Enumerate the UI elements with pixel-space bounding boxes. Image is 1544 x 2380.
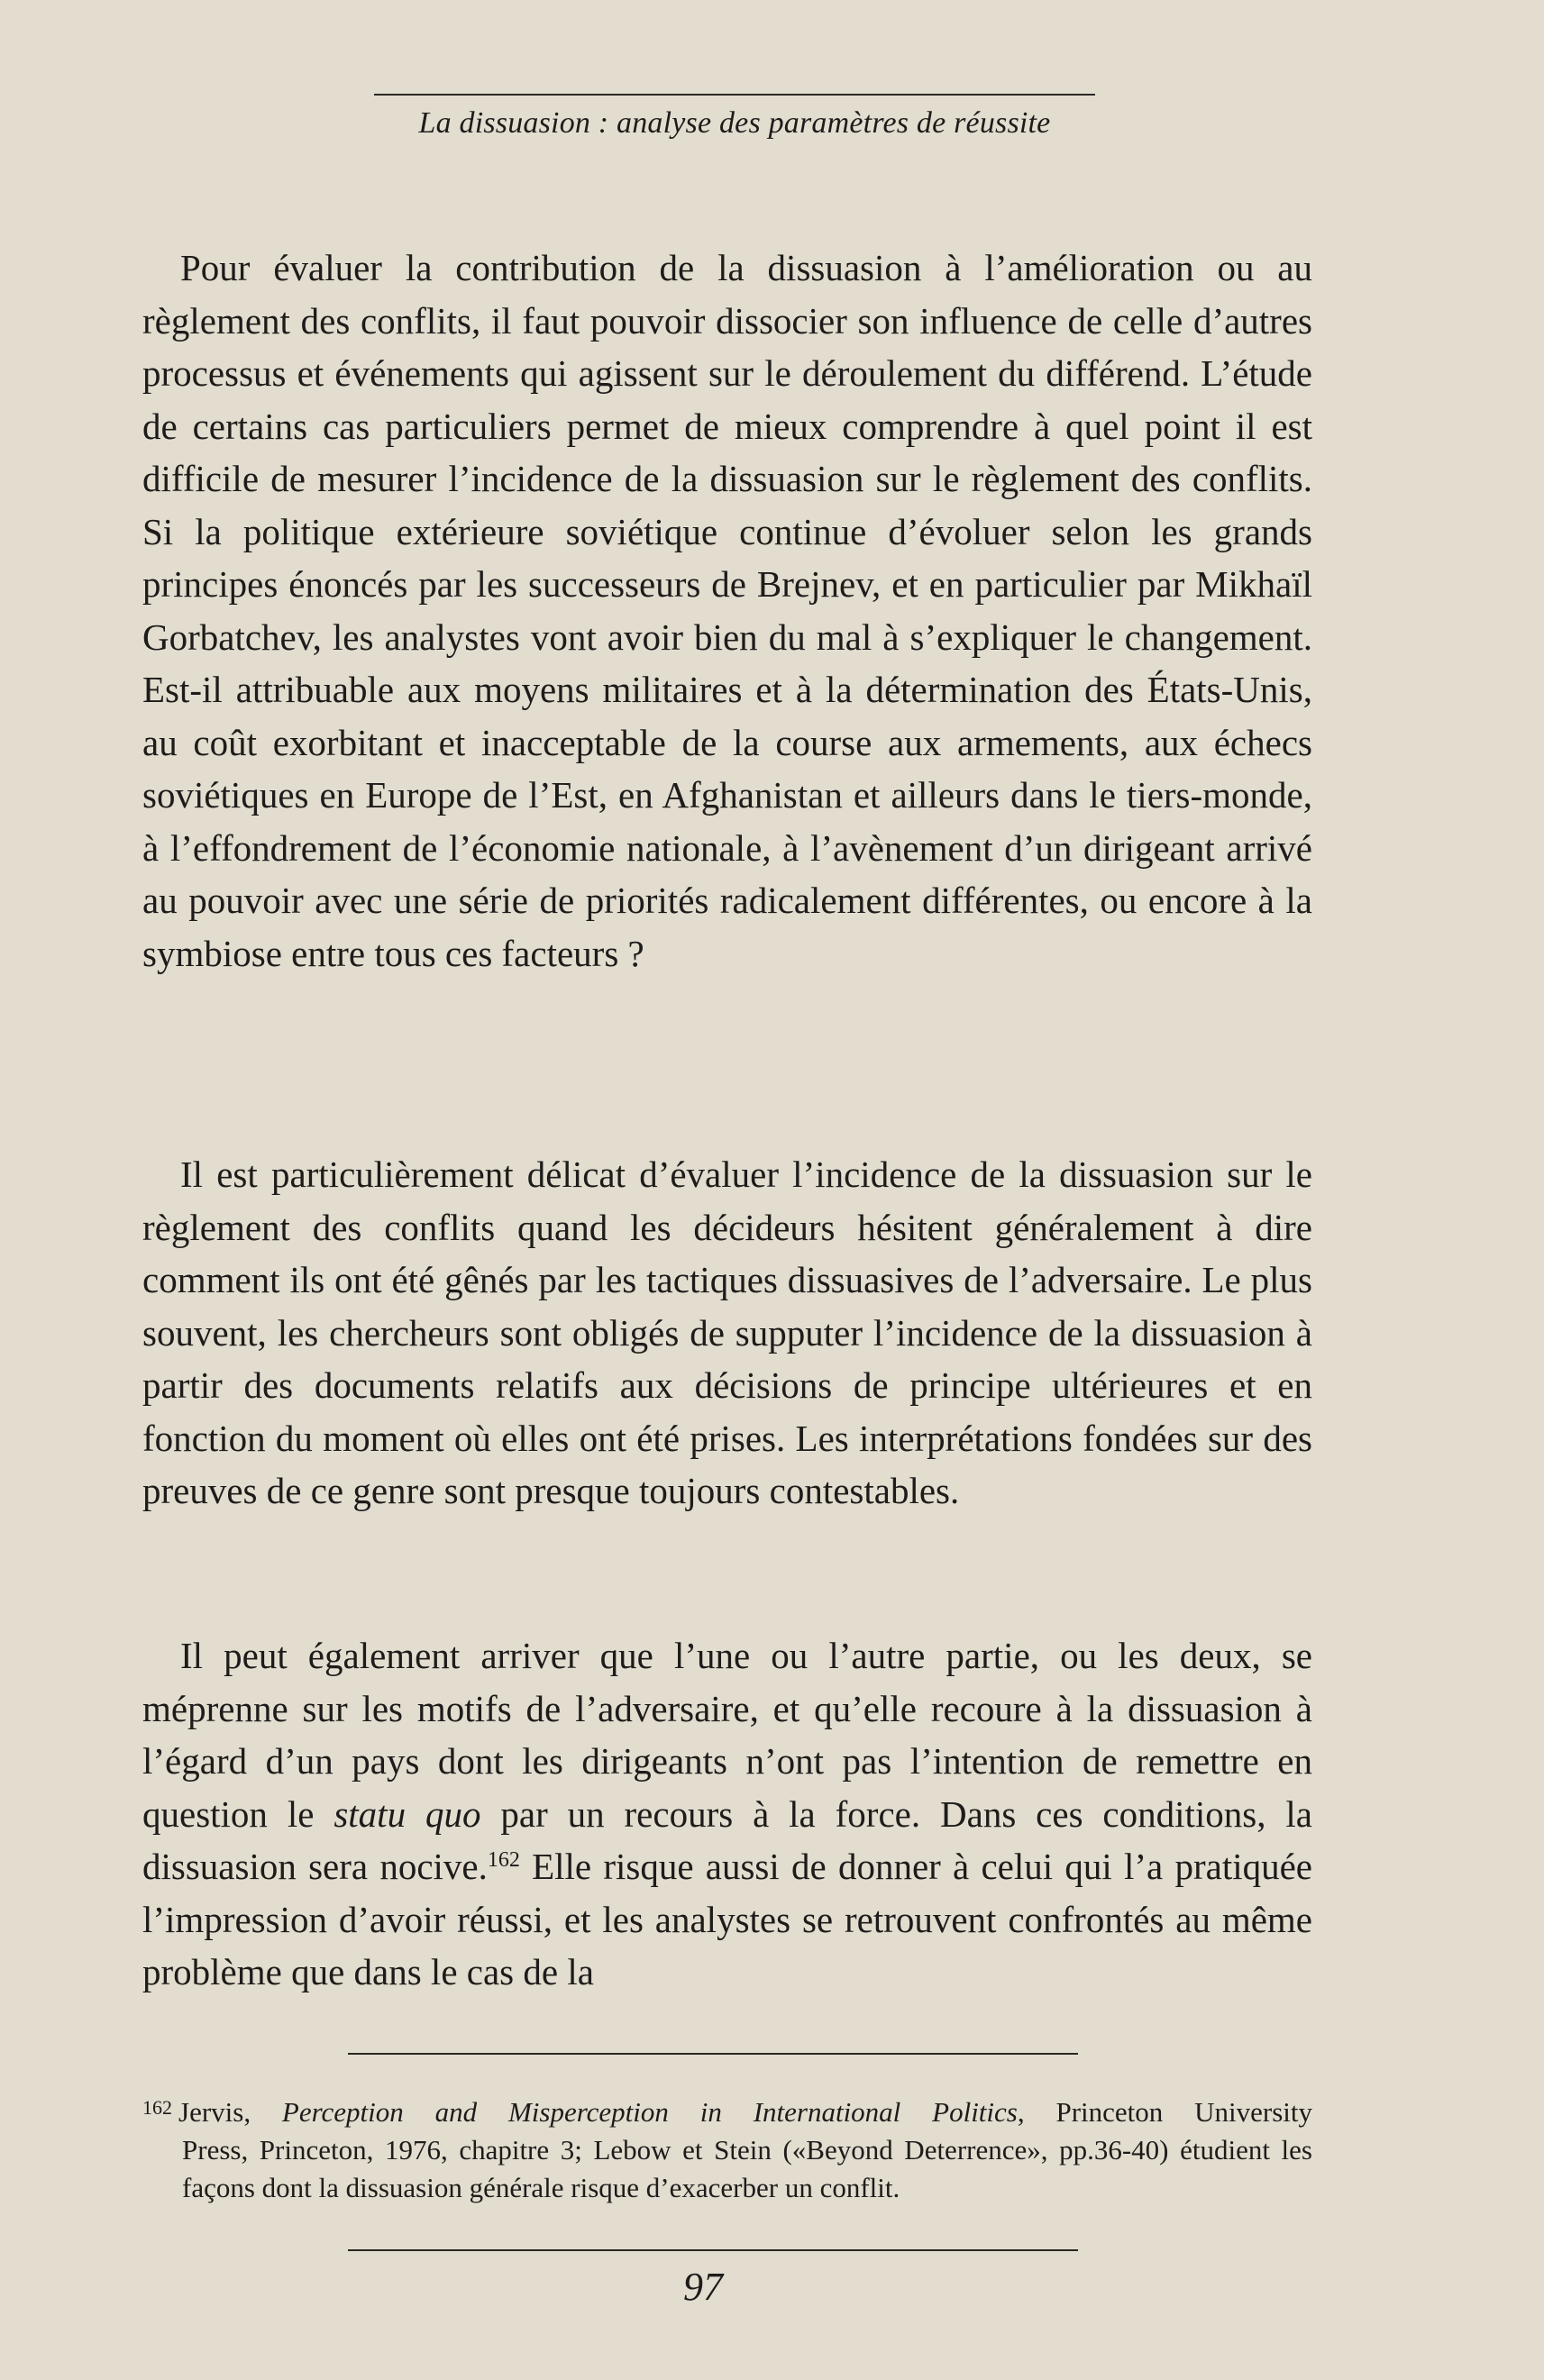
footnote-continuation: Press, Princeton, 1976, chapitre 3; Lebow et Stein («Beyond Deterrence», pp.36-40) étudient les façons dont la dissuasion générale risque d’exacerber un conflit. [182,2134,1312,2203]
paragraph-3-text-b: par un recours à la force. Dans ces conditions, la dissuasion sera nocive. [142,1792,1312,1887]
footnote-title: Perception and Misperception in International Politics [281,2096,1018,2128]
paragraph-1-text: Pour évaluer la contribution de la dissuasion à l’amélioration ou au règlement des conflits, il faut pouvoir dissocier son influence de celle d’autres processus et événements qui agissent sur le déroulement du différend. L’étude de certains cas particuliers permet de mieux comprendre à quel point il est difficile de mesurer l’incidence de la dissuasion sur le règlement des conflits. Si la politique extérieure soviétique continue d’évoluer selon les grands principes énoncés par les successeurs de Brejnev, et en particulier par Mikhaïl Gorbatchev, les analystes vont avoir bien du mal à s’expliquer le changement. Est-il attribuable aux moyens militaires et à la détermination des États-Unis, au coût exorbitant et inacceptable de la course aux armements, aux échecs soviétiques en Europe de l’Est, en Afghanistan et ailleurs dans le tiers-monde, à l’effondrement de l’économie nationale, à l’avènement d’un dirigeant arrivé au pouvoir avec une série de priorités radicalement différentes, ou encore à la symbiose entre tous ces facteurs ? [142,247,1312,974]
paragraph-1 [142,242,1312,980]
paragraph-3-italic: statu quo [333,1792,481,1835]
header-rule [374,94,1095,96]
footnote-first-line [142,2089,1312,2131]
footnote-reference[interactable]: 162 [487,1848,520,1872]
footnote-separator [348,2053,1078,2055]
paragraph-2-text: Il est particulièrement délicat d’évaluer l’incidence de la dissuasion sur le règlement des conflits quand les décideurs hésitent généralement à dire comment ils ont été gênés par les tactiques dissuasives de l’adversaire. Le plus souvent, les chercheurs sont obligés de supputer l’incidence de la dissuasion à partir des documents relatifs aux décisions de principe ultérieures et en fonction du moment où elles ont été prises. Les interprétations fondées sur des preuves de ce genre sont presque toujours contestables. [142,1154,1312,1511]
paragraph-3 [142,1629,1312,1999]
footnote-number: 162 [142,2096,172,2119]
paragraph-2 [142,1148,1312,1518]
footnote-line1-rest: , Princeton University [1017,2096,1312,2128]
paragraph-3-text-c: Elle risque aussi de donner à celui qui l’a pratiquée l’impression d’avoir réussi, et les analystes se retrouvent confrontés au même problème que dans le cas de la [142,1846,1312,1992]
running-title: La dissuasion : analyse des paramètres de réussite [418,106,1051,140]
page-number: 97 [683,2265,723,2309]
footnote [142,2089,1312,2207]
footer-rule [348,2249,1078,2251]
paragraph-3-text-a: Il peut également arriver que l’une ou l’autre partie, ou les deux, se méprenne sur les motifs de l’adversaire, et qu’elle recoure à la dissuasion à l’égard d’un pays dont les dirigeants n’ont pas l’intention de remettre en question le [142,1635,1312,1835]
footnote-author: Jervis, [178,2096,282,2128]
